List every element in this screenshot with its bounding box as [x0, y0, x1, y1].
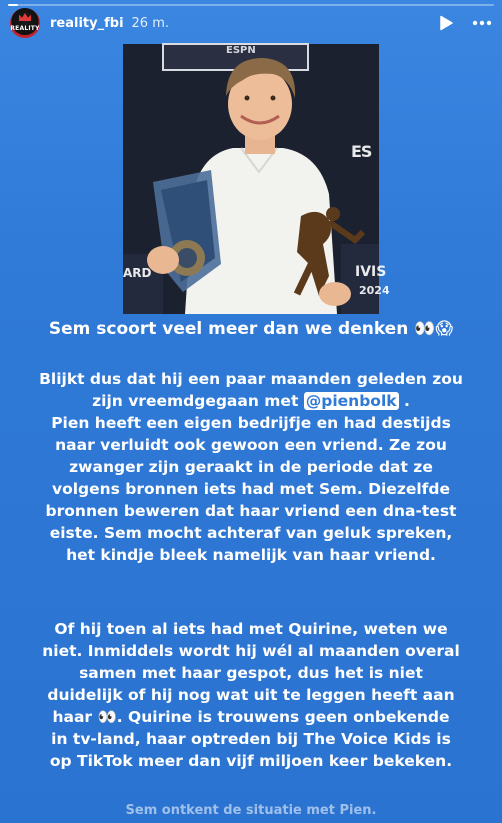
- story-paragraph-2: Of hij toen al iets had met Quirine, weten we niet. Inmiddels wordt hij wél al maanden overal samen met haar gespot, dus het is niet duidelijk of hij nog wat uit te leggen heeft aan haar 👀. Quirine is trouwens geen onbekende in tv-land, haar optreden bij The Voice Kids is op TikTok meer dan vijf miljoen keer bekeken.: [42, 620, 460, 770]
- story-photo: [123, 44, 390, 314]
- post-time: 26 m.: [131, 15, 170, 31]
- backdrop-year: 2024: [359, 284, 390, 297]
- username[interactable]: reality_fbi: [50, 15, 124, 31]
- mention-tag[interactable]: @pienbolk: [305, 392, 397, 410]
- story-headline: Sem scoort veel meer dan we denken 👀😱: [48, 319, 454, 339]
- avatar[interactable]: [10, 8, 40, 38]
- espn-logo-top: ESPN: [226, 45, 256, 56]
- more-icon[interactable]: [472, 20, 492, 26]
- story-progress-bar: [8, 4, 494, 6]
- backdrop-text-left: ARD: [123, 266, 152, 280]
- backdrop-text-right: IVIS: [355, 264, 387, 280]
- play-icon[interactable]: [438, 15, 454, 31]
- story-progress-fill: [8, 4, 18, 6]
- crown-icon: [19, 13, 31, 21]
- story-footer-text: Sem ontkent de situatie met Pien.: [125, 803, 377, 818]
- paragraph-1-end: . Pien heeft een eigen bedrijfje en had destijds naar verluidt ook gewoon een vriend. Ze zou zwanger zijn geraakt in de periode dat ze volgens bronnen iets had met Sem. Diezelfde bronnen beweren dat haar vriend een dna-test eiste. Sem mocht achteraf van geluk spreken, het kindje bleek namelijk van haar vriend.: [45, 392, 457, 564]
- story-header: [10, 8, 492, 38]
- avatar-logo-text: REALITY: [10, 24, 40, 32]
- espn-logo-side: ES: [351, 142, 372, 161]
- story-controls: [438, 15, 492, 31]
- story-paragraph-1: [6, 368, 496, 566]
- paragraph-1-start: Blijkt dus dat hij een paar maanden geleden zou zijn vreemdgegaan met: [39, 370, 463, 410]
